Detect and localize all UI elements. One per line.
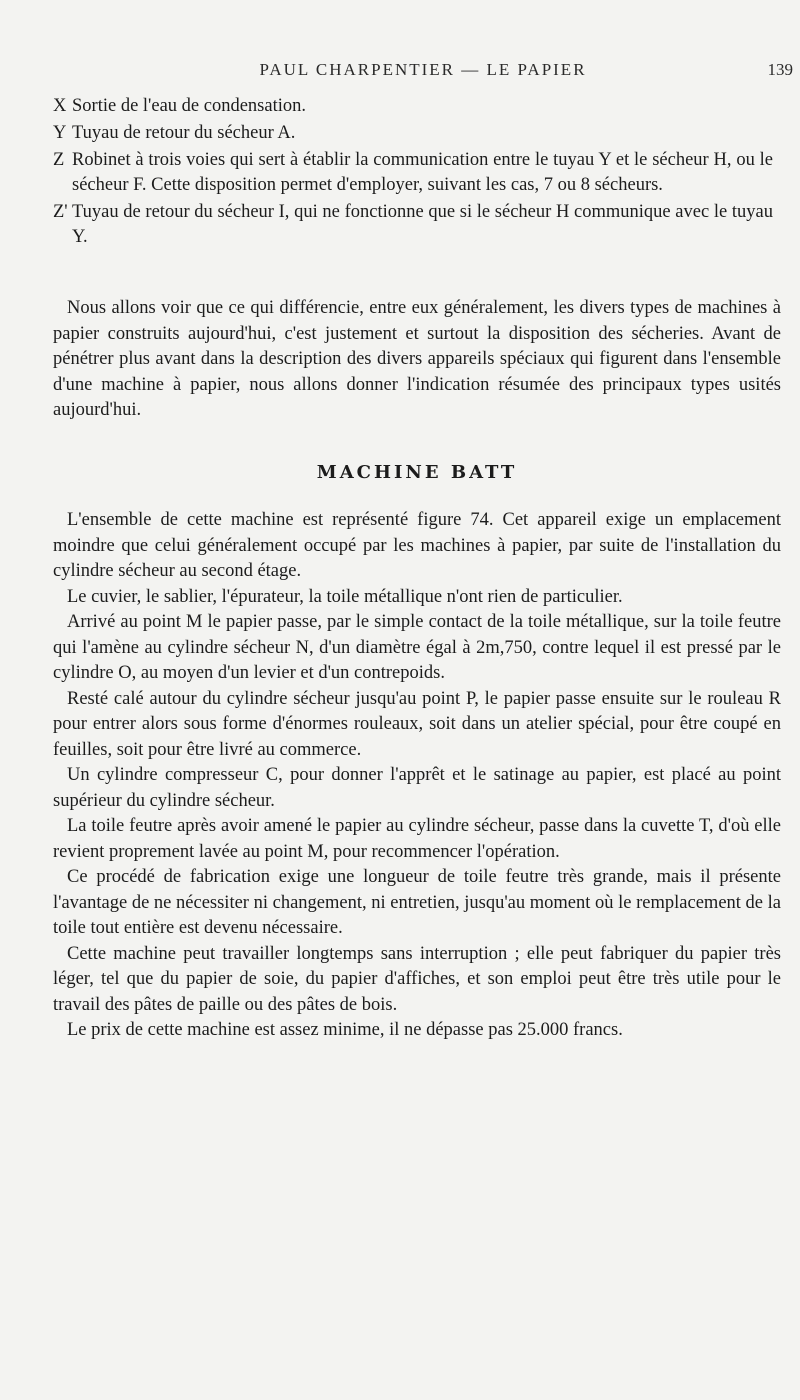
figure-legend — [53, 94, 773, 252]
page-header — [53, 60, 793, 84]
paragraph: Cette machine peut travailler longtemps sans interruption ; elle peut fabriquer du papier très léger, tel que du papier de soie, du papier d'affiches, et son emploi peut être très utile pour le travail des pâtes de paille ou des pâtes de bois. — [53, 943, 781, 1015]
paragraph: Arrivé au point M le papier passe, par le simple contact de la toile métallique, sur la toile feutre qui l'amène au cylindre sécheur N, d'un diamètre égal à 2m,750, contre lequel il est pressé par le cylindre O, au moyen d'un levier et d'un contrepoids. — [53, 612, 781, 683]
paragraph: Ce procédé de fabrication exige une longueur de toile feutre très grande, mais il présente l'avantage de ne nécessiter ni changement, ni entretien, jusqu'au moment où le remplacement de la toile tout entière est devenu nécessaire. — [53, 867, 781, 938]
legend-key: X — [53, 96, 67, 116]
legend-text: Robinet à trois voies qui sert à établir la communication entre le tuyau Y et le sécheur H, ou le sécheur F. Cette disposition permet d'employer, suivant les cas, 7 ou 8 sécheurs. — [72, 150, 773, 195]
section-heading-block — [53, 462, 781, 483]
intro-block — [53, 296, 781, 424]
section-body — [53, 508, 781, 1044]
legend-key: Z — [53, 150, 65, 170]
legend-key: Y — [53, 123, 67, 143]
legend-text: Sortie de l'eau de condensation. — [72, 96, 306, 116]
legend-text: Tuyau de retour du sécheur A. — [72, 123, 296, 143]
legend-item — [53, 148, 773, 198]
legend-key: Z' — [53, 202, 68, 222]
page-number: 139 — [767, 60, 793, 79]
paragraph: Le prix de cette machine est assez minime, il ne dépasse pas 25.000 francs. — [67, 1020, 623, 1040]
legend-item — [53, 200, 773, 250]
legend-item — [53, 94, 773, 119]
intro-paragraph: Nous allons voir que ce qui différencie, entre eux généralement, les divers types de machines à papier construits aujourd'hui, c'est justement et surtout la disposition des sécheries. Avant de pénétrer plus avant dans la description des divers appareils spéciaux qui figurent dans l'ensemble d'une machine à papier, nous allons donner l'indication résumée des principaux types usités aujourd'hui. — [53, 298, 781, 420]
paragraph: La toile feutre après avoir amené le papier au cylindre sécheur, passe dans la cuvette T, d'où elle revient proprement lavée au point M, pour recommencer l'opération. — [53, 816, 781, 862]
paragraph: Resté calé autour du cylindre sécheur jusqu'au point P, le papier passe ensuite sur le rouleau R pour entrer alors sous forme d'énormes rouleaux, soit dans un atelier spécial, pour être coupé en feuilles, soit pour être livré au commerce. — [53, 688, 781, 760]
paragraph: L'ensemble de cette machine est représenté figure 74. Cet appareil exige un emplacement moindre que celui généralement occupé par les machines à papier, par suite de l'installation du cylindre sécheur au second étage. — [53, 510, 781, 581]
running-title: PAUL CHARPENTIER — LE PAPIER — [259, 60, 587, 79]
paragraph: Un cylindre compresseur C, pour donner l'apprêt et le satinage au papier, est placé au point supérieur du cylindre sécheur. — [53, 765, 781, 811]
legend-item — [53, 121, 773, 146]
legend-text: Tuyau de retour du sécheur I, qui ne fonctionne que si le sécheur H communique avec le tuyau Y. — [72, 202, 773, 247]
section-title: MACHINE BATT — [316, 462, 518, 483]
paragraph: Le cuvier, le sablier, l'épurateur, la toile métallique n'ont rien de particulier. — [67, 586, 623, 607]
